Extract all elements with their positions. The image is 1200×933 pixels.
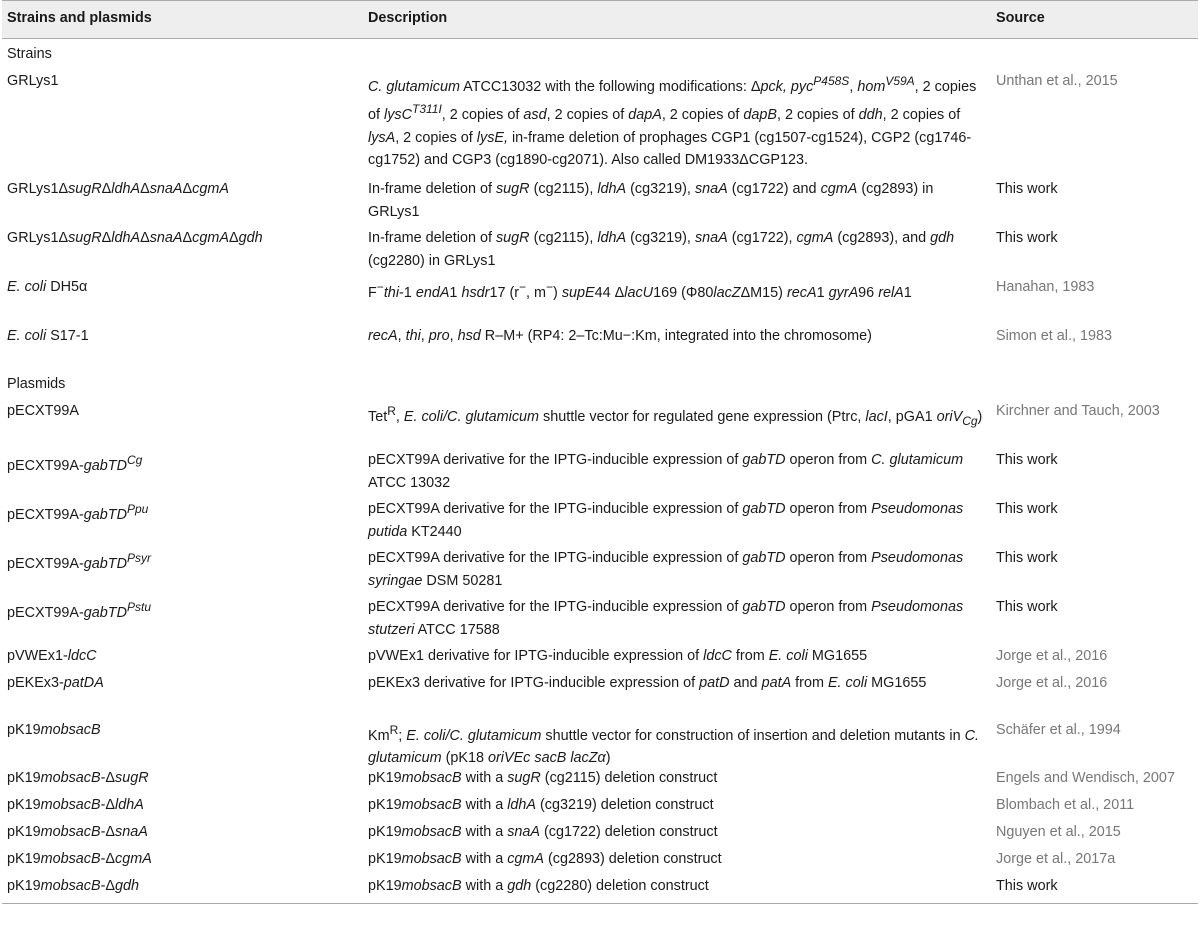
row-source: Jorge et al., 2016 [996,648,1108,664]
row-source: Nguyen et al., 2015 [996,824,1121,840]
row-source: Simon et al., 1983 [996,328,1112,344]
row-description: pECXT99A derivative for the IPTG-inducible expression of gabTD operon from Pseudomonas putida KT2440 [368,501,964,540]
row-source: This work [996,181,1058,197]
row-source: This work [996,230,1058,246]
row-name: pK19mobsacB-ΔcgmA [7,851,152,867]
table-row [2,846,1198,873]
row-name: pK19mobsacB-Δgdh [7,878,140,894]
row-description: pK19mobsacB with a cgmA (cg2893) deletion construct [368,851,722,867]
table-row [2,792,1198,819]
header-source: Source [996,10,1045,26]
table-row [2,642,1198,666]
row-description: In-frame deletion of sugR (cg2115), ldhA (cg3219), snaA (cg1722), cgmA (cg2893), and gdh (cg2280) in GRLys1 [368,230,955,269]
row-name: pK19mobsacB-ΔsnaA [7,824,148,840]
table-row [2,495,1198,544]
row-description: pK19mobsacB with a sugR (cg2115) deletion construct [368,770,718,786]
row-name: GRLys1 [7,73,59,89]
row-name: pEKEx3-patDA [7,675,104,691]
row-source: This work [996,501,1058,517]
row-source: This work [996,599,1058,615]
table-row [2,176,1198,225]
row-description: pVWEx1 derivative for IPTG-inducible expression of ldcC from E. coli MG1655 [368,648,868,664]
row-source: This work [996,550,1058,566]
row-description: Tet$^R$, E. coli/C. glutamicum shuttle vector for regulated gene expression (Ptrc, lacI, pGA1 oriV$_{Cg}$) [368,404,983,428]
row-description: F−thi-1 endA1 hsdr17 (r−, m−) supE44 ΔlacU169 (Φ80lacZΔM15) recA1 gyrA96 relA1 [368,280,912,301]
section-row [2,39,1198,64]
table-row [2,544,1198,593]
row-source: Jorge et al., 2016 [996,675,1108,691]
row-name: pECXT99A-gabTD$^{Ppu}$ [7,502,149,523]
row-source: Kirchner and Tauch, 2003 [996,403,1160,419]
table-row [2,225,1198,274]
table-row [2,593,1198,642]
header-description: Description [368,10,448,26]
table-row [2,323,1198,372]
row-description: pK19mobsacB with a ldhA (cg3219) deletion construct [368,797,714,813]
strains-plasmids-table [2,0,1198,904]
table-row [2,446,1198,495]
row-name: pK19mobsacB-ΔldhA [7,797,144,813]
table-row [2,873,1198,904]
row-name: pECXT99A [7,403,79,419]
row-name: E. coli S17-1 [7,328,89,344]
row-name: pECXT99A-gabTD$^{Psyr}$ [7,551,151,572]
header-name: Strains and plasmids [7,10,152,26]
section-strains: Strains [7,46,52,62]
row-description: pECXT99A derivative for the IPTG-inducible expression of gabTD operon from Pseudomonas syringae DSM 50281 [368,550,964,589]
row-name: pK19mobsacB-ΔsugR [7,770,149,786]
row-source: Blombach et al., 2011 [996,797,1135,813]
row-source: This work [996,452,1058,468]
row-description: pK19mobsacB with a snaA (cg1722) deletion construct [368,824,718,840]
row-name: E. coli DH5α [7,279,88,295]
table-row [2,715,1198,765]
row-description: C. glutamicum ATCC13032 with the following modifications: Δpck, pyc$^{P458S}$, hom$^{V59A}$, 2 copies of lysC$^{T311I}$, 2 copies of asd, 2 copies of dapA, 2 copies of dapB, 2 copies of ddh, 2 copies of lysA, 2 copies of lysE, in-frame deletion of prophages CGP1 (cg1507-cg1524), CGP2 (cg1746-cg1752) and CGP3 (cg1890-cg2071). Also called DM1933ΔCGP123. [368,74,977,169]
row-name: GRLys1ΔsugRΔldhAΔsnaAΔcgmA [7,181,229,197]
row-source: Schäfer et al., 1994 [996,722,1121,738]
row-description: pECXT99A derivative for the IPTG-inducible expression of gabTD operon from Pseudomonas stutzeri ATCC 17588 [368,599,964,638]
table-row [2,64,1198,176]
row-source: Hanahan, 1983 [996,279,1095,295]
row-source: Unthan et al., 2015 [996,73,1118,89]
row-description: recA, thi, pro, hsd R–M+ (RP4: 2–Tc:Mu−:Km, integrated into the chromosome) [368,328,872,344]
row-name: pVWEx1-ldcC [7,648,97,664]
row-description: pK19mobsacB with a gdh (cg2280) deletion construct [368,878,709,894]
row-source: This work [996,878,1058,894]
row-name: GRLys1ΔsugRΔldhAΔsnaAΔcgmAΔgdh [7,230,263,246]
row-name: pK19mobsacB [7,722,101,738]
table-row [2,666,1198,715]
table-row [2,819,1198,846]
row-source: Jorge et al., 2017a [996,851,1116,867]
table-row [2,765,1198,792]
row-name: pECXT99A-gabTD$^{Pstu}$ [7,600,151,621]
row-description: In-frame deletion of sugR (cg2115), ldhA (cg3219), snaA (cg1722) and cgmA (cg2893) in GRLys1 [368,181,934,220]
table-row [2,397,1198,446]
row-description: pEKEx3 derivative for IPTG-inducible expression of patD and patA from E. coli MG1655 [368,675,927,691]
section-row [2,372,1198,397]
row-source: Engels and Wendisch, 2007 [996,770,1175,786]
table-row [2,274,1198,323]
table-header [2,0,1198,39]
section-plasmids: Plasmids [7,376,66,392]
row-name: pECXT99A-gabTD$^{Cg}$ [7,453,143,474]
row-description: pECXT99A derivative for the IPTG-inducible expression of gabTD operon from C. glutamicum ATCC 13032 [368,452,964,491]
row-description: $Km^R$; E. coli/C. glutamicum shuttle vector for construction of insertion and deletion mutants in C. glutamicum (pK18 oriVEc sacB lacZα) [368,723,979,767]
